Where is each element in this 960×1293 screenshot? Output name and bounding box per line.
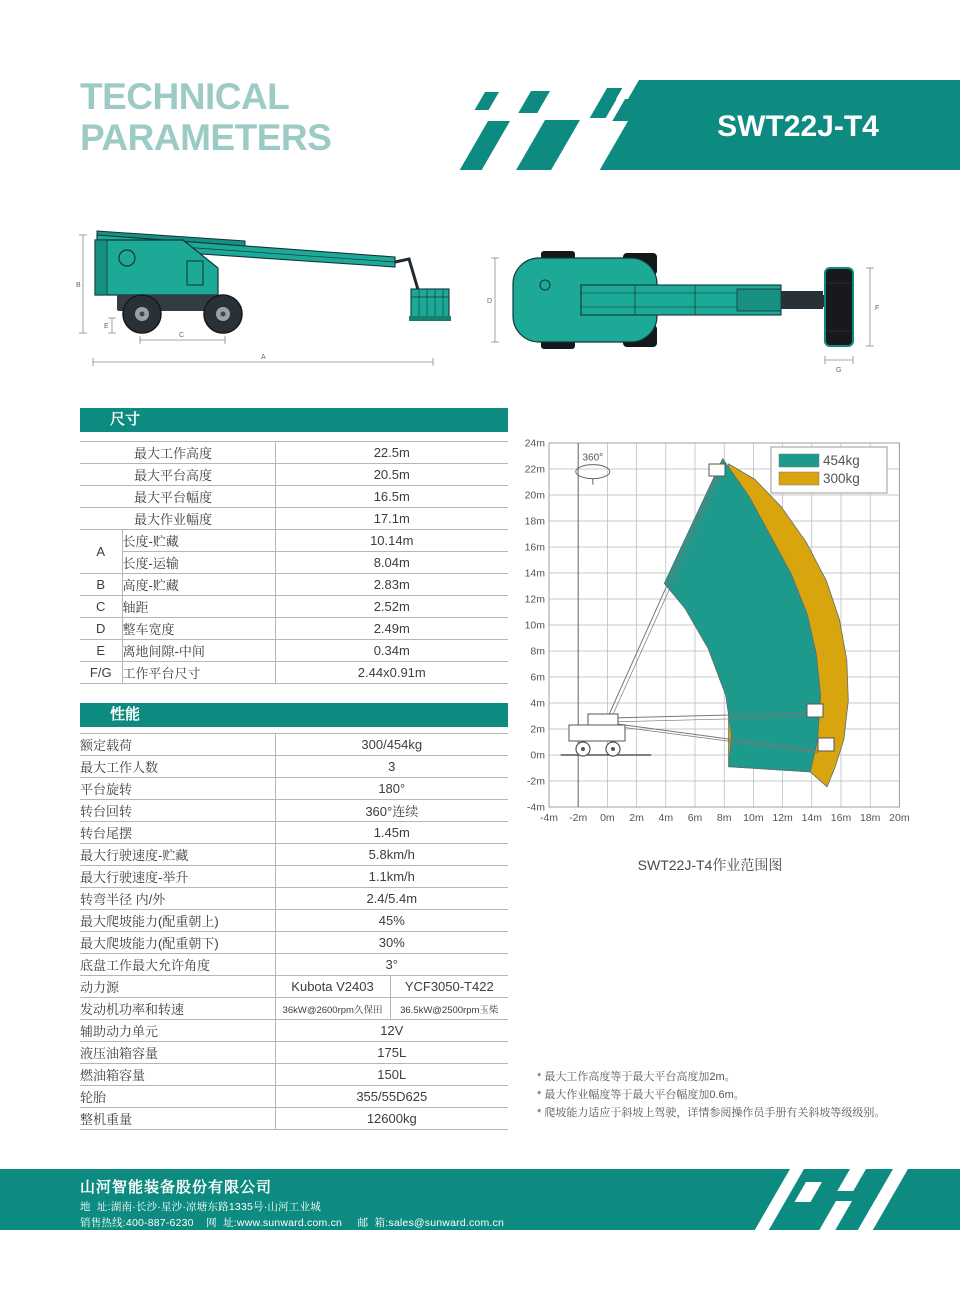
svg-text:22m: 22m bbox=[524, 463, 545, 476]
dimension-label: 长度-运输 bbox=[122, 552, 275, 574]
svg-text:18m: 18m bbox=[859, 812, 881, 824]
performance-value: Kubota V2403 bbox=[275, 976, 390, 998]
dim-label-B: B bbox=[76, 282, 81, 289]
svg-text:14m: 14m bbox=[524, 567, 545, 580]
footnote: * 最大作业幅度等于最大平台幅度加0.6m。 bbox=[537, 1088, 745, 1101]
performance-value: 12600kg bbox=[275, 1108, 508, 1130]
dim-label-G: G bbox=[836, 367, 842, 374]
performance-label: 整机重量 bbox=[80, 1108, 275, 1130]
dimension-label: 最大工作高度 bbox=[80, 442, 275, 464]
table-row bbox=[80, 1086, 508, 1108]
table-row bbox=[80, 822, 508, 844]
svg-text:8m: 8m bbox=[716, 812, 732, 824]
performance-value: 355/55D625 bbox=[275, 1086, 508, 1108]
table-row bbox=[80, 932, 508, 954]
performance-label: 发动机功率和转速 bbox=[80, 998, 275, 1020]
performance-label: 液压油箱容量 bbox=[80, 1042, 275, 1064]
svg-text:300kg: 300kg bbox=[823, 471, 860, 486]
dimension-label: 整车宽度 bbox=[122, 618, 275, 640]
footnotes bbox=[537, 1069, 947, 1122]
section-header-dimensions: 尺寸 bbox=[80, 408, 508, 432]
dimension-key: A bbox=[80, 530, 122, 574]
svg-text:12m: 12m bbox=[772, 812, 793, 824]
dimension-value: 16.5m bbox=[275, 486, 508, 508]
chart-caption: SWT22J-T4作业范围图 bbox=[637, 857, 783, 873]
svg-text:12m: 12m bbox=[524, 593, 545, 606]
svg-text:20m: 20m bbox=[889, 812, 910, 824]
dim-label-C: C bbox=[179, 332, 185, 339]
footnote: * 最大工作高度等于最大平台高度加2m。 bbox=[537, 1071, 736, 1083]
dimension-value: 2.44x0.91m bbox=[275, 662, 508, 684]
section-header-performance: 性能 bbox=[80, 703, 508, 727]
performance-value: 12V bbox=[275, 1020, 508, 1042]
table-row bbox=[80, 998, 508, 1020]
machine-top-view bbox=[513, 251, 853, 349]
dimension-value: 0.34m bbox=[275, 640, 508, 662]
performance-value: 1.1km/h bbox=[275, 866, 508, 888]
dimension-key: B bbox=[80, 574, 122, 596]
dim-label-D: D bbox=[487, 298, 493, 305]
performance-label: 最大行驶速度-举升 bbox=[80, 866, 275, 888]
svg-text:6m: 6m bbox=[687, 812, 703, 824]
table-row bbox=[80, 596, 508, 618]
performance-label: 最大爬坡能力(配重朝下) bbox=[80, 932, 275, 954]
table-row bbox=[80, 486, 508, 508]
table-row bbox=[80, 574, 508, 596]
performance-value: 1.45m bbox=[275, 822, 508, 844]
performance-label: 额定载荷 bbox=[80, 734, 275, 756]
performance-value: 150L bbox=[275, 1064, 508, 1086]
svg-text:16m: 16m bbox=[830, 812, 852, 824]
dimension-value: 10.14m bbox=[275, 530, 508, 552]
performance-value: 360°连续 bbox=[275, 800, 508, 822]
dimension-value: 2.49m bbox=[275, 618, 508, 640]
performance-value: 175L bbox=[275, 1042, 508, 1064]
table-row bbox=[80, 508, 508, 530]
dimension-value: 20.5m bbox=[275, 464, 508, 486]
footer-contact: 销售热线:400-887-6230 网 址:www.sunward.com.cn 邮 箱:sales@sunward.com.cn bbox=[80, 1217, 505, 1229]
chart-legend bbox=[771, 447, 887, 493]
svg-text:-2m: -2m bbox=[526, 775, 545, 788]
svg-text:2m: 2m bbox=[629, 812, 644, 824]
table-row bbox=[80, 778, 508, 800]
dimension-key: E bbox=[80, 640, 122, 662]
dim-label-A: A bbox=[261, 354, 266, 361]
dim-label-F: F bbox=[875, 305, 880, 312]
svg-text:2m: 2m bbox=[530, 723, 545, 736]
table-row bbox=[80, 442, 508, 464]
dimension-value: 22.5m bbox=[275, 442, 508, 464]
table-row bbox=[80, 1064, 508, 1086]
top-view-drawing bbox=[485, 223, 900, 388]
performance-value: 36kW@2600rpm久保田 bbox=[275, 998, 390, 1020]
dimension-label: 最大平台幅度 bbox=[80, 486, 275, 508]
dimension-label: 工作平台尺寸 bbox=[122, 662, 275, 684]
dimension-label: 离地间隙-中间 bbox=[122, 640, 275, 662]
machine-side-view bbox=[95, 231, 451, 333]
performance-value: 5.8km/h bbox=[275, 844, 508, 866]
table-row bbox=[80, 1020, 508, 1042]
dimension-label: 最大平台高度 bbox=[80, 464, 275, 486]
svg-text:4m: 4m bbox=[530, 697, 545, 710]
model-badge: SWT22J-T4 bbox=[717, 110, 879, 143]
performance-value: 180° bbox=[275, 778, 508, 800]
dimension-key: F/G bbox=[80, 662, 122, 684]
dimension-value: 2.52m bbox=[275, 596, 508, 618]
table-row bbox=[80, 530, 508, 552]
page-title-line2: PARAMETERS bbox=[80, 117, 332, 159]
performance-label: 转台回转 bbox=[80, 800, 275, 822]
table-row bbox=[80, 844, 508, 866]
table-row bbox=[80, 976, 508, 998]
svg-text:14m: 14m bbox=[801, 812, 823, 824]
svg-text:-4m: -4m bbox=[526, 801, 545, 814]
page-title bbox=[80, 76, 331, 159]
table-row bbox=[80, 866, 508, 888]
dimension-value: 8.04m bbox=[275, 552, 508, 574]
svg-text:24m: 24m bbox=[524, 437, 545, 450]
svg-text:10m: 10m bbox=[524, 619, 545, 632]
model-banner bbox=[440, 75, 960, 175]
svg-text:6m: 6m bbox=[530, 671, 545, 684]
side-view-drawing bbox=[75, 213, 475, 383]
table-row bbox=[80, 618, 508, 640]
dimension-label: 轴距 bbox=[122, 596, 275, 618]
performance-label: 底盘工作最大允许角度 bbox=[80, 954, 275, 976]
footer-company-name: 山河智能装备股份有限公司 bbox=[80, 1179, 273, 1196]
performance-value: 3° bbox=[275, 954, 508, 976]
table-row bbox=[80, 756, 508, 778]
performance-label: 动力源 bbox=[80, 976, 275, 998]
svg-text:0m: 0m bbox=[530, 749, 545, 762]
dimension-value: 17.1m bbox=[275, 508, 508, 530]
svg-text:-4m: -4m bbox=[539, 812, 559, 824]
svg-text:8m: 8m bbox=[530, 645, 545, 658]
performance-label: 转弯半径 内/外 bbox=[80, 888, 275, 910]
performance-value: 2.4/5.4m bbox=[275, 888, 508, 910]
performance-table bbox=[80, 733, 508, 1130]
footnote: * 爬坡能力适应于斜坡上驾驶，详情参阅操作员手册有关斜坡等级级别。 bbox=[537, 1106, 886, 1119]
table-row bbox=[80, 464, 508, 486]
rotation-marker bbox=[576, 453, 610, 485]
performance-label: 最大工作人数 bbox=[80, 756, 275, 778]
performance-value: 30% bbox=[275, 932, 508, 954]
dimension-label: 最大作业幅度 bbox=[80, 508, 275, 530]
performance-value: 300/454kg bbox=[275, 734, 508, 756]
performance-value-2: 36.5kW@2500rpm玉柴 bbox=[390, 998, 508, 1020]
dimension-label: 高度-贮藏 bbox=[122, 574, 275, 596]
performance-label: 轮胎 bbox=[80, 1086, 275, 1108]
table-row bbox=[80, 1108, 508, 1130]
working-range-chart bbox=[519, 431, 919, 829]
svg-text:0m: 0m bbox=[600, 812, 615, 824]
performance-label: 最大爬坡能力(配重朝上) bbox=[80, 910, 275, 932]
performance-value: 45% bbox=[275, 910, 508, 932]
performance-label: 最大行驶速度-贮藏 bbox=[80, 844, 275, 866]
table-row bbox=[80, 910, 508, 932]
svg-text:16m: 16m bbox=[524, 541, 545, 554]
table-row bbox=[80, 662, 508, 684]
table-row bbox=[80, 552, 508, 574]
svg-text:-2m: -2m bbox=[569, 812, 588, 824]
performance-label: 辅助动力单元 bbox=[80, 1020, 275, 1042]
performance-value: 3 bbox=[275, 756, 508, 778]
performance-label: 平台旋转 bbox=[80, 778, 275, 800]
svg-text:10m: 10m bbox=[743, 812, 764, 824]
svg-text:360°: 360° bbox=[582, 452, 604, 464]
performance-value-2: YCF3050-T422 bbox=[390, 976, 508, 998]
dimension-label: 长度-贮藏 bbox=[122, 530, 275, 552]
table-row bbox=[80, 888, 508, 910]
table-row bbox=[80, 954, 508, 976]
dimension-key: D bbox=[80, 618, 122, 640]
performance-label: 转台尾摆 bbox=[80, 822, 275, 844]
table-row bbox=[80, 800, 508, 822]
table-row bbox=[80, 734, 508, 756]
svg-text:18m: 18m bbox=[524, 515, 545, 528]
table-row bbox=[80, 1042, 508, 1064]
svg-text:4m: 4m bbox=[658, 812, 674, 824]
svg-text:454kg: 454kg bbox=[823, 453, 860, 468]
dimension-key: C bbox=[80, 596, 122, 618]
dimensions-table bbox=[80, 441, 508, 684]
svg-text:20m: 20m bbox=[524, 489, 545, 502]
page-title-line1: TECHNICAL bbox=[80, 76, 290, 117]
dim-label-E: E bbox=[104, 323, 109, 330]
footer-address: 地 址:湖南·长沙·星沙·凉塘东路1335号·山河工业城 bbox=[80, 1201, 321, 1213]
dimension-value: 2.83m bbox=[275, 574, 508, 596]
performance-label: 燃油箱容量 bbox=[80, 1064, 275, 1086]
table-row bbox=[80, 640, 508, 662]
